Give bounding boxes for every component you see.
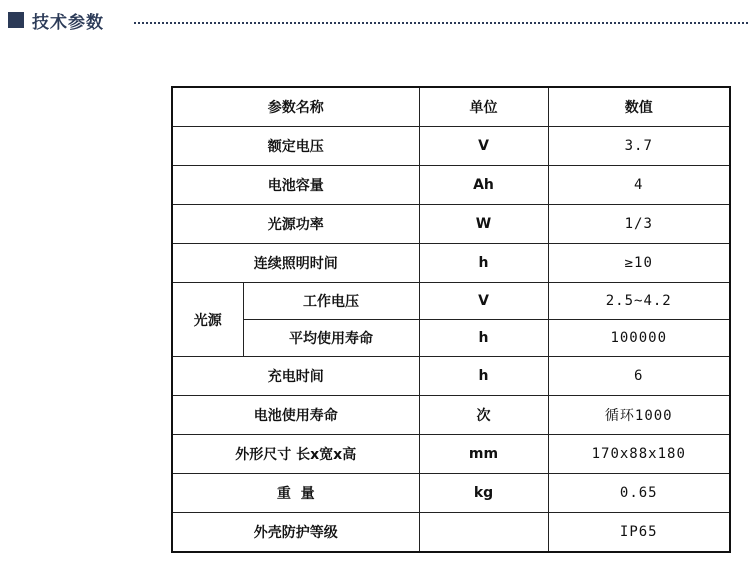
param-name: 光源功率 [172, 205, 419, 244]
section-title: 技术参数 [32, 13, 104, 33]
param-name: 额定电压 [172, 127, 419, 166]
param-group-label: 光源 [172, 283, 243, 357]
table-row [172, 205, 730, 244]
param-value: 3.7 [548, 127, 730, 166]
header-cell-unit: 单位 [419, 87, 548, 127]
table-row [172, 513, 730, 553]
param-unit: h [419, 320, 548, 357]
param-value: IP65 [548, 513, 730, 553]
param-unit: h [419, 357, 548, 396]
table-row [172, 244, 730, 283]
header-dotted-divider [134, 22, 748, 24]
param-value: 100000 [548, 320, 730, 357]
table-row [172, 396, 730, 435]
table-row [172, 127, 730, 166]
section-header [8, 9, 748, 33]
table-row [172, 435, 730, 474]
param-name: 工作电压 [243, 283, 419, 320]
header-cell-value: 数值 [548, 87, 730, 127]
param-value: 循环1000 [548, 396, 730, 435]
param-name: 电池使用寿命 [172, 396, 419, 435]
param-value: 1/3 [548, 205, 730, 244]
param-value: 4 [548, 166, 730, 205]
param-unit: Ah [419, 166, 548, 205]
param-unit: V [419, 127, 548, 166]
param-name: 外壳防护等级 [172, 513, 419, 553]
param-value: ≥10 [548, 244, 730, 283]
table-row [172, 320, 730, 357]
table-row [172, 166, 730, 205]
header-cell-name: 参数名称 [172, 87, 419, 127]
table-row [172, 474, 730, 513]
param-name: 连续照明时间 [172, 244, 419, 283]
param-name: 平均使用寿命 [243, 320, 419, 357]
param-value: 6 [548, 357, 730, 396]
param-unit: mm [419, 435, 548, 474]
param-value: 0.65 [548, 474, 730, 513]
table-row [172, 283, 730, 320]
spec-table [171, 86, 731, 553]
param-unit: V [419, 283, 548, 320]
param-name: 充电时间 [172, 357, 419, 396]
param-name: 重 量 [172, 474, 419, 513]
param-unit [419, 513, 548, 553]
param-unit: h [419, 244, 548, 283]
param-unit: W [419, 205, 548, 244]
table-row [172, 357, 730, 396]
param-name: 外形尺寸 长x宽x高 [172, 435, 419, 474]
param-value: 170x88x180 [548, 435, 730, 474]
param-unit: 次 [419, 396, 548, 435]
table-header-row [172, 87, 730, 127]
param-name: 电池容量 [172, 166, 419, 205]
param-value: 2.5~4.2 [548, 283, 730, 320]
param-unit: kg [419, 474, 548, 513]
header-square-icon [8, 12, 24, 28]
